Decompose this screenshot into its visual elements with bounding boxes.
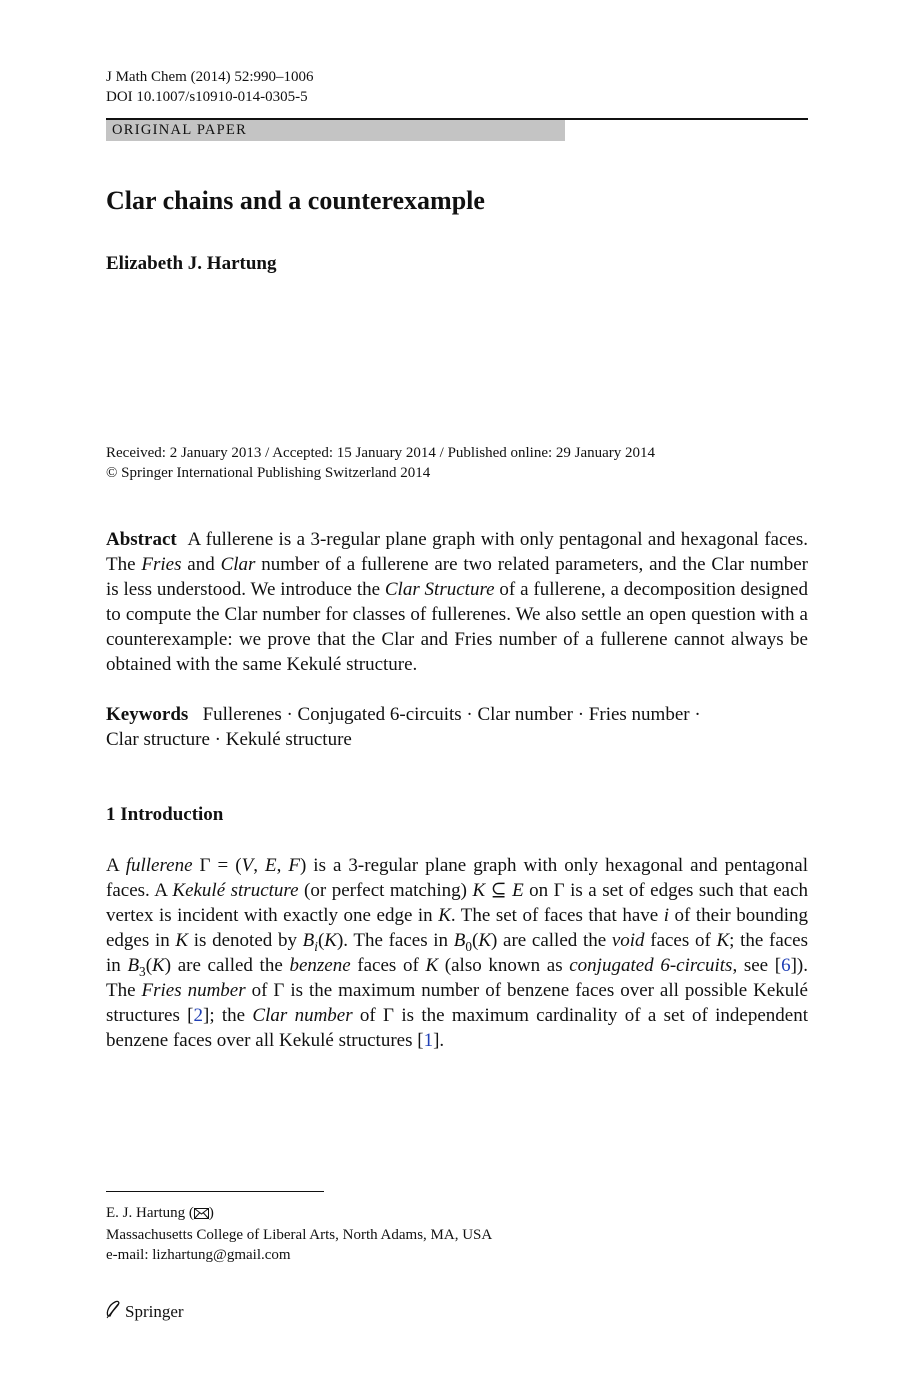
intro-term: conjugated 6-circuits bbox=[569, 955, 733, 976]
abstract-text: A fullerene is a 3-regular plane graph with only pentagonal and hexagonal faces. The bbox=[106, 529, 808, 575]
math-var: B bbox=[127, 955, 140, 976]
abstract bbox=[106, 527, 808, 677]
intro-term: benzene bbox=[289, 955, 351, 976]
math-subscript: i bbox=[314, 938, 318, 954]
publisher-footer bbox=[104, 1299, 184, 1324]
journal-citation: J Math Chem (2014) 52:990–1006 bbox=[106, 69, 314, 85]
envelope-icon bbox=[194, 1205, 209, 1225]
keywords-line-2: Clar structure · Kekulé structure bbox=[106, 729, 352, 750]
intro-text: ( bbox=[317, 930, 325, 951]
citation-link[interactable]: 2 bbox=[193, 1005, 203, 1026]
intro-term: Clar number bbox=[252, 1005, 353, 1026]
intro-text: ( bbox=[472, 930, 479, 951]
abstract-term: Clar Structure bbox=[384, 579, 495, 600]
intro-text: of Γ is the maximum cardinality of a set of independent benzene faces over all Kekulé structures [ bbox=[106, 1005, 808, 1051]
section-title: Introduction bbox=[120, 804, 224, 825]
intro-text: ( bbox=[145, 955, 153, 976]
intro-text: faces of bbox=[350, 955, 426, 976]
intro-text: ]. bbox=[433, 1030, 445, 1051]
abstract-term: Clar bbox=[220, 554, 256, 575]
doi: DOI 10.1007/s10910-014-0305-5 bbox=[106, 88, 308, 105]
paper-type-banner: ORIGINAL PAPER bbox=[106, 120, 565, 141]
footnote-paren: ) bbox=[208, 1205, 214, 1221]
math-var: K bbox=[438, 905, 451, 926]
math-var: B bbox=[453, 930, 466, 951]
springer-logo-icon bbox=[104, 1299, 122, 1324]
math-var: B bbox=[302, 930, 315, 951]
intro-text: of their bounding edges in bbox=[106, 905, 808, 951]
math-subscript: 3 bbox=[139, 963, 146, 979]
email: e-mail: lizhartung@gmail.com bbox=[106, 1247, 291, 1263]
math-var: V bbox=[241, 855, 254, 876]
intro-term: Kekulé structure bbox=[172, 880, 299, 901]
publication-dates bbox=[106, 443, 808, 483]
math-var: K bbox=[425, 955, 439, 976]
date-history: Received: 2 January 2013 / Accepted: 15 January 2014 / Published online: 29 January 2014 bbox=[106, 445, 656, 461]
intro-text: faces of bbox=[644, 930, 717, 951]
abstract-term: Fries bbox=[141, 554, 182, 575]
math-var: E bbox=[264, 855, 277, 876]
abstract-text: number of a fullerene are two related parameters, and the Clar number is less understood. We introduce the bbox=[106, 554, 808, 600]
intro-term: void bbox=[611, 930, 645, 951]
intro-text: Γ = ( bbox=[192, 855, 242, 876]
intro-text: A bbox=[106, 855, 126, 876]
math-var: K bbox=[152, 955, 165, 976]
intro-text: (also known as bbox=[438, 955, 570, 976]
author-name: Elizabeth J. Hartung bbox=[106, 253, 277, 274]
math-var: K bbox=[716, 930, 730, 951]
footnote-rule bbox=[106, 1191, 324, 1192]
intro-text: , see [ bbox=[732, 955, 782, 976]
math-var: F bbox=[288, 855, 300, 876]
intro-term: fullerene bbox=[125, 855, 193, 876]
keywords-label: Keywords bbox=[106, 704, 189, 725]
citation-link[interactable]: 1 bbox=[423, 1030, 434, 1051]
intro-text: ) are called the bbox=[491, 930, 612, 951]
author-footnote bbox=[106, 1203, 492, 1265]
math-var: K bbox=[175, 930, 189, 951]
intro-text: of Γ is the maximum number of benzene faces over all possible Kekulé structures [ bbox=[106, 980, 808, 1026]
footnote-author-name: E. J. Hartung ( bbox=[106, 1205, 194, 1221]
math-var: E bbox=[512, 880, 524, 901]
intro-text: ⊆ bbox=[485, 880, 513, 901]
math-subscript: 0 bbox=[465, 938, 473, 954]
intro-text: is denoted by bbox=[188, 930, 303, 951]
intro-term: Fries number bbox=[141, 980, 246, 1001]
section-number: 1 bbox=[106, 804, 116, 825]
math-var: K bbox=[472, 880, 486, 901]
intro-text: on Γ is a set of edges such that each vertex is incident with exactly one edge in bbox=[106, 880, 809, 926]
intro-text: ). The faces in bbox=[336, 930, 454, 951]
intro-text: ) are called the bbox=[164, 955, 290, 976]
intro-text: , bbox=[253, 855, 265, 876]
affiliation: Massachusetts College of Liberal Arts, North Adams, MA, USA bbox=[106, 1227, 493, 1243]
abstract-text: and bbox=[181, 554, 221, 575]
section-heading bbox=[106, 804, 223, 826]
abstract-label: Abstract bbox=[106, 529, 177, 550]
math-var: K bbox=[478, 930, 492, 951]
abstract-text: of a fullerene, a decomposition designed to compute the Clar number for classes of fullerenes. We also settle an open question with a counterexample: we prove that the Clar and Fries number of a fullerene cannot always be obtained with the same Kekulé structure. bbox=[106, 579, 808, 675]
math-var: K bbox=[324, 930, 337, 951]
math-var: i bbox=[663, 905, 670, 926]
intro-text: (or perfect matching) bbox=[298, 880, 473, 901]
intro-text: ]). The bbox=[106, 955, 809, 1001]
intro-text: . The set of faces that have bbox=[450, 905, 664, 926]
corresponding-author bbox=[106, 1203, 492, 1225]
intro-paragraph bbox=[106, 853, 808, 1053]
keywords bbox=[106, 702, 808, 752]
citation-link[interactable]: 6 bbox=[781, 955, 791, 976]
intro-text: ]; the bbox=[203, 1005, 253, 1026]
intro-text: ; the faces in bbox=[106, 930, 809, 976]
keywords-line-1: Fullerenes · Conjugated 6-circuits · Clar number · Fries number · bbox=[202, 704, 701, 725]
intro-text: ) is a 3-regular plane graph with only hexagonal and pentagonal faces. A bbox=[106, 855, 808, 901]
journal-header bbox=[106, 68, 314, 107]
copyright-line: © Springer International Publishing Switzerland 2014 bbox=[106, 465, 431, 481]
paper-title: Clar chains and a counterexample bbox=[106, 186, 485, 215]
publisher-name: Springer bbox=[125, 1301, 184, 1321]
intro-text: , bbox=[276, 855, 289, 876]
